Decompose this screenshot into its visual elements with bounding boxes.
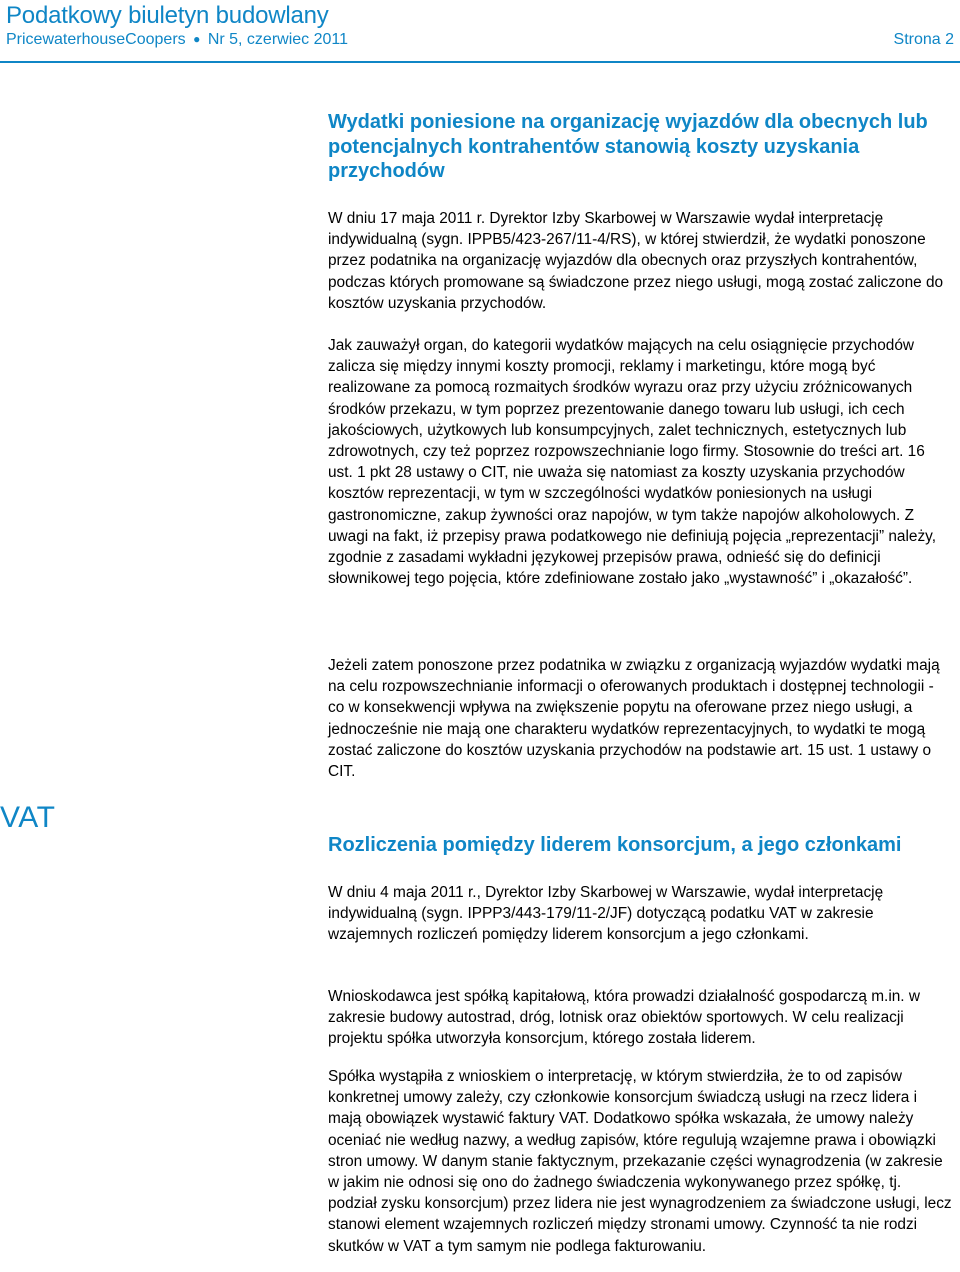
article-1-paragraph-1: W dniu 17 maja 2011 r. Dyrektor Izby Skarbowej w Warszawie wydał interpretację indywidualną (sygn. IPPB5/423-267/11-4/RS), w której stwierdził, że wydatki ponoszone przez podatnika na organizację wyjazdów dla obecnych oraz przyszłych kontrahentów, podczas których promowane są świadczone przez niego usługi, mogą zostać zaliczone do kosztów uzyskania przychodów. (328, 210, 944, 312)
issue-info: Nr 5, czerwiec 2011 (207, 31, 349, 48)
publisher-name: PricewaterhouseCoopers (6, 31, 186, 48)
page-header (0, 0, 960, 64)
article-2-paragraph-1: W dniu 4 maja 2011 r., Dyrektor Izby Skarbowej w Warszawie, wydał interpretację indywidualną (sygn. IPPP3/443-179/11-2/JF) dotyczącą podatku VAT w zakresie wzajemnych rozliczeń pomiędzy liderem konsorcjum a jego członkami. (328, 884, 884, 944)
header-divider (0, 61, 960, 63)
article-2-paragraph-2: Wnioskodawca jest spółką kapitałową, która prowadzi działalność gospodarczą m.in. w zakresie budowy autostrad, dróg, lotnisk oraz obiektów sportowych. W celu realizacji projektu spółka utworzyła konsorcjum, którego została liderem. (328, 988, 920, 1048)
bullet-separator-icon: ● (193, 32, 201, 46)
article-1-paragraph-3: Jeżeli zatem ponoszone przez podatnika w związku z organizacją wyjazdów wydatki mają na celu rozpowszechnianie informacji o oferowanych produktach i dostępnej technologii - co w konsekwencji wpływa na zwiększenie popytu na oferowane przez niego usługi, a jednocześnie nie mają one charakteru wydatków reprezentacyjnych, to wydatki te mogą zostać zaliczone do kosztów uzyskania przychodów na podstawie art. 15 ust. 1 ustawy o CIT. (328, 657, 940, 781)
publication-title: Podatkowy biuletyn budowlany (6, 2, 329, 29)
article-2-heading: Rozliczenia pomiędzy liderem konsorcjum, a jego członkami (328, 834, 902, 856)
section-tag-vat: VAT (0, 801, 56, 834)
article-1-paragraph-2: Jak zauważył organ, do kategorii wydatków mających na celu osiągnięcie przychodów zalicza się między innymi koszty promocji, reklamy i marketingu, które mogą być realizowane za pomocą rozmaitych środków wyrazu oraz przy użyciu zróżnicowanych środków przekazu, w tym poprzez prezentowanie danego towaru lub usługi, ich cech jakościowych, użytkowych lub konsumpcyjnych, zalet technicznych, estetycznych lub zdrowotnych, czy też poprzez rozpowszechnianie logo firmy. Stosownie do treści art. 16 ust. 1 pkt 28 ustawy o CIT, nie uważa się natomiast za koszty uzyskania przychodów kosztów reprezentacji, w tym w szczególności wydatków poniesionych na usługi gastronomiczne, zakup żywności oraz napojów, w tym także napojów alkoholowych. Z uwagi na fakt, iż przepisy prawa podatkowego nie definiują pojęcia „reprezentacji” należy, zgodnie z zasadami wykładni językowej przepisów prawa, odnieść się do definicji słownikowej tego pojęcia, które zdefiniowane zostało jako „wystawność” i „okazałość”. (328, 337, 936, 588)
article-2-paragraph-3: Spółka wystąpiła z wnioskiem o interpretację, w którym stwierdziła, że to od zapisów konkretnej umowy zależy, czy członkowie konsorcjum świadczą usługi na rzecz lidera i mają obowiązek wystawić faktury VAT. Dodatkowo spółka wskazała, że umowy należy oceniać nie według nazwy, a według zapisów, które regulują wzajemne prawa i obowiązki stron umowy. W danym stanie faktycznym, przekazanie części wynagrodzenia (w zakresie w jakim nie odnosi się ono do żadnego świadczenia wykonywanego przez spółkę, tj. podział zysku konsorcjum) przez lidera nie jest wynagrodzeniem za świadczone usługi, lecz stanowi element wzajemnych rozliczeń między stronami umowy. Czynność ta nie rodzi skutków w VAT a tym samym nie podlega fakturowaniu. (328, 1068, 952, 1255)
article-1-heading: Wydatki poniesione na organizację wyjazdów dla obecnych lub potencjalnych kontrahentów stanowią koszty uzyskania przychodów (328, 111, 928, 182)
page-number: Strona 2 (893, 31, 954, 48)
publication-subtitle (6, 31, 348, 49)
